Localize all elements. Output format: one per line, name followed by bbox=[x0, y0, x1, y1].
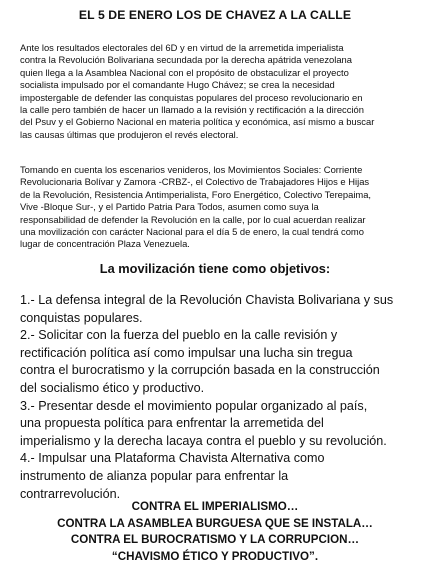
closing-slogans bbox=[0, 499, 430, 565]
paragraph-line: Vive -Bloque Sur-, y el Partido Patria Para Todos, asumen como suya la bbox=[20, 201, 319, 213]
objectives-list bbox=[20, 292, 420, 503]
objective-line: del socialismo ético y productivo. bbox=[20, 380, 205, 395]
paragraph-line: Ante los resultados electorales del 6D y en virtud de la arremetida imperialista bbox=[20, 42, 344, 53]
objective-line: una propuesta política para enfrentar la arremetida del bbox=[20, 416, 324, 431]
objective-line: contrarrevolución. bbox=[20, 486, 121, 501]
paragraph-line: lugar de concentración Plaza Venezuela. bbox=[20, 238, 190, 250]
paragraph-line: una movilización con carácter Nacional para el día 5 de enero, la cual tendrá como bbox=[20, 226, 364, 238]
objective-line: 4.- Impulsar una Plataforma Chavista Alternativa como bbox=[20, 451, 325, 466]
paragraph-social-movements bbox=[20, 164, 414, 251]
paragraph-line: Tomando en cuenta los escenarios venideros, los Movimientos Sociales: Corriente bbox=[20, 164, 363, 175]
paragraph-line: impostergable de defender las conquistas populares del proceso revolucionario en bbox=[20, 91, 363, 103]
paragraph-line: socialista impulsado por el comandante Hugo Chávez; se crea la necesidad bbox=[20, 79, 335, 91]
paragraph-electoral-results bbox=[20, 42, 414, 141]
slogan-line: CONTRA EL BUROCRATISMO Y LA CORRUPCION… bbox=[70, 533, 360, 547]
paragraph-line: responsabilidad de defender la Revolución en la calle, por lo cual acuerdan realizar bbox=[20, 213, 366, 225]
paragraph-line: del Psuv y el Gobierno Nacional en materia política y económica, así mismo a buscar bbox=[20, 116, 375, 128]
objectives-heading: La movilización tiene como objetivos: bbox=[99, 261, 331, 276]
objective-line: rectificación política así como impulsar una lucha sin tregua bbox=[20, 345, 353, 360]
paragraph-line: las causas últimas que produjeron el revés electoral. bbox=[20, 128, 239, 140]
slogan-line: CONTRA LA ASAMBLEA BURGUESA QUE SE INSTALA… bbox=[57, 516, 373, 530]
objective-line: 1.- La defensa integral de la Revolución Chavista Bolivariana y sus bbox=[20, 293, 394, 307]
paragraph-line: contra la Revolución Bolivariana secundada por la derecha apátrida venezolana bbox=[20, 54, 352, 66]
paragraph-line: Revolucionaria Bolívar y Zamora -CRBZ-, el Colectivo de Trabajadores Hijos e Hijas bbox=[20, 176, 370, 188]
paragraph-line: la calle pero también de hacer un llamado a la revisión y rectificación a la dirección bbox=[20, 104, 364, 116]
slogan-line: CONTRA EL IMPERIALISMO… bbox=[131, 500, 299, 513]
objective-line: imperialismo y la derecha lacaya contra el pueblo y su revolución. bbox=[20, 433, 387, 448]
slogan-line: “CHAVISMO ÉTICO Y PRODUCTIVO”. bbox=[111, 549, 319, 563]
paragraph-line: quien llega a la Asamblea Nacional con el propósito de obstaculizar el proyecto bbox=[20, 66, 349, 78]
objective-line: contra el burocratismo y la corrupción basada en la construcción bbox=[20, 363, 380, 378]
objective-line: 3.- Presentar desde el movimiento popular organizado al país, bbox=[20, 398, 368, 413]
objective-line: instrumento de alianza popular para enfrentar la bbox=[20, 468, 289, 483]
paragraph-line: de la Revolución, Resistencia Antimperialista, Foro Energético, Colectivo Terepaima, bbox=[20, 188, 372, 200]
objective-line: 2.- Solicitar con la fuerza del pueblo en la calle revisión y bbox=[20, 328, 338, 343]
objective-line: conquistas populares. bbox=[20, 310, 143, 325]
document-title: EL 5 DE ENERO LOS DE CHAVEZ A LA CALLE bbox=[78, 8, 352, 22]
